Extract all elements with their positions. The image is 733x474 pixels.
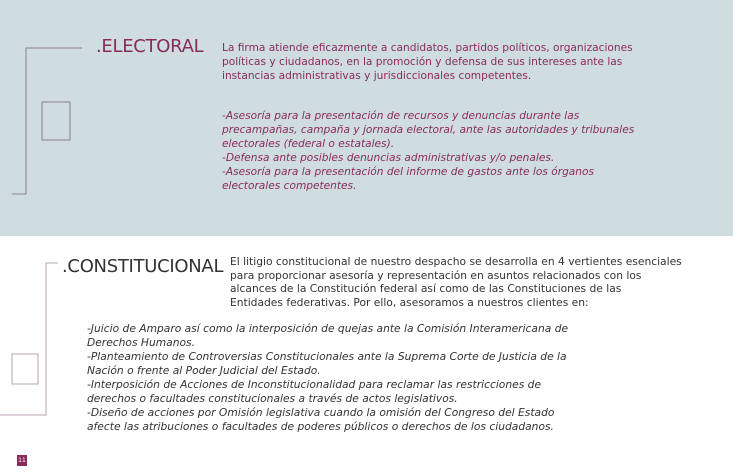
constitucional-intro-line: El litigio constitucional de nuestro despacho se desarrolla en 4 vertientes esenciales — [230, 255, 682, 268]
electoral-list-line: electorales (federal o estatales). — [222, 138, 395, 150]
electoral-intro — [222, 41, 692, 83]
electoral-services-list — [222, 109, 692, 193]
constitucional-list-line: derechos o facultades constitucionales a través de actos legislativos. — [87, 392, 458, 405]
constitucional-list-line: -Planteamiento de Controversias Constitucionales ante la Suprema Corte de Justicia de la — [87, 350, 567, 363]
constitucional-list-line: Nación o frente al Poder Judicial del Estado. — [87, 364, 321, 377]
electoral-intro-line: instancias administrativas y jurisdiccionales competentes. — [222, 70, 532, 82]
electoral-list-line: -Asesoría para la presentación de recursos y denuncias durante las — [222, 110, 580, 122]
electoral-heading: .ELECTORAL — [96, 36, 204, 57]
electoral-list-line: -Asesoría para la presentación del informe de gastos ante los órganos — [222, 166, 594, 178]
constitucional-list-line: -Diseño de acciones por Omisión legislativa cuando la omisión del Congreso del Estado — [87, 406, 555, 419]
electoral-bracket-line — [12, 48, 82, 194]
constitucional-intro-line: alcances de la Constitución federal así como de las Constituciones de las — [230, 282, 622, 295]
constitucional-bracket-square — [12, 354, 38, 384]
constitucional-intro — [230, 255, 710, 309]
constitucional-list-line: afecte las atribuciones o facultades de poderes públicos o derechos de los ciudadanos. — [87, 420, 554, 433]
constitucional-intro-line: para proporcionar asesoría y representación en asuntos relacionados con los — [230, 268, 642, 282]
electoral-intro-line: políticas y ciudadanos, en la promoción y defensa de sus intereses ante las — [222, 56, 623, 68]
electoral-list-line: electorales competentes. — [222, 180, 357, 192]
constitucional-list-line: Derechos Humanos. — [87, 336, 195, 349]
electoral-bracket-square — [42, 102, 70, 140]
constitucional-heading: .CONSTITUCIONAL — [62, 256, 224, 277]
electoral-intro-line: La firma atiende eficazmente a candidatos, partidos políticos, organizaciones — [222, 42, 633, 54]
constitucional-bracket-line — [0, 263, 58, 415]
electoral-list-line: precampañas, campaña y jornada electoral, ante las autoridades y tribunales — [222, 124, 635, 136]
page-number-badge: 11 — [18, 457, 26, 464]
constitucional-services-list — [87, 322, 647, 434]
electoral-list-line: -Defensa ante posibles denuncias administrativas y/o penales. — [222, 152, 555, 164]
constitucional-list-line: -Interposición de Acciones de Inconstitucionalidad para reclamar las restricciones de — [87, 378, 542, 391]
constitucional-intro-line: Entidades federativas. Por ello, asesoramos a nuestros clientes en: — [230, 295, 589, 309]
constitucional-list-line: -Juicio de Amparo así como la interposición de quejas ante la Comisión Interamericana de — [87, 322, 569, 335]
